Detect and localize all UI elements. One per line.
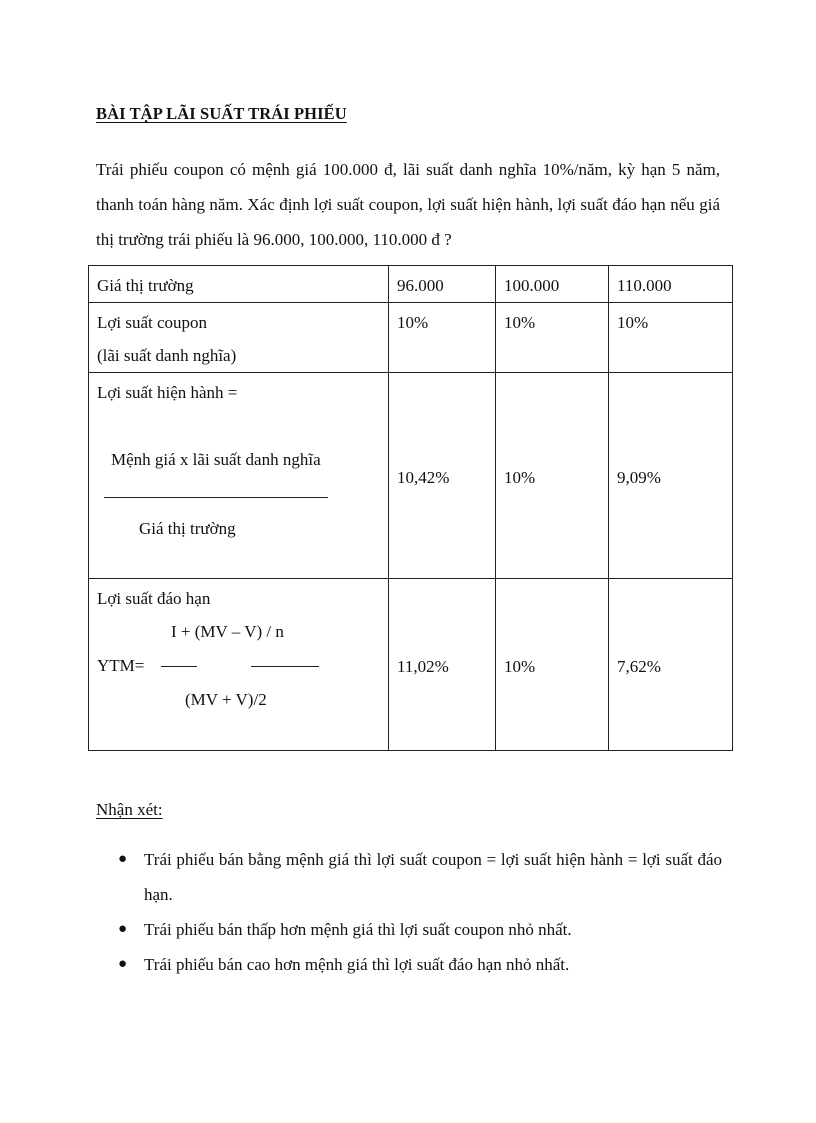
current-yield-label: Lợi suất hiện hành = — [97, 383, 238, 402]
ytm-label: Lợi suất đáo hạn — [97, 589, 211, 608]
ytm-fraction-bar-left — [161, 666, 197, 667]
current-yield-fraction-bar — [104, 497, 328, 498]
ytm-fraction-bar-right — [251, 666, 319, 667]
ytm-denominator: (MV + V)/2 — [185, 690, 267, 709]
coupon-yield-sublabel: (lãi suất danh nghĩa) — [97, 346, 237, 365]
coupon-yield-label: Lợi suất coupon — [97, 313, 208, 332]
table-row-market-price — [89, 266, 733, 303]
remark-text-3: Trái phiếu bán cao hơn mệnh giá thì lợi suất đáo hạn nhỏ nhất. — [144, 955, 570, 974]
ytm-prefix: YTM= — [97, 656, 145, 675]
table-row-coupon-yield — [89, 303, 733, 373]
ytm-value-3: 7,62% — [609, 579, 733, 751]
page-title: BÀI TẬP LÃI SUẤT TRÁI PHIẾU — [96, 104, 347, 123]
row-label-coupon-yield — [89, 303, 389, 373]
current-yield-value-2: 10% — [496, 373, 609, 579]
list-item — [96, 842, 722, 912]
current-yield-denominator: Giá thị trường — [139, 519, 236, 538]
bullet-icon: ● — [118, 921, 128, 937]
row-label-current-yield — [89, 373, 389, 579]
current-yield-numerator: Mệnh giá x lãi suất danh nghĩa — [111, 450, 321, 469]
list-item — [96, 947, 722, 982]
list-item — [96, 912, 722, 947]
row-label-market-price: Giá thị trường — [89, 266, 389, 303]
remark-text-2: Trái phiếu bán thấp hơn mệnh giá thì lợi suất coupon nhỏ nhất. — [144, 920, 572, 939]
coupon-value-1: 10% — [389, 303, 496, 373]
ytm-numerator: I + (MV – V) / n — [171, 622, 284, 641]
ytm-value-2: 10% — [496, 579, 609, 751]
coupon-value-3: 10% — [609, 303, 733, 373]
current-yield-value-1: 10,42% — [389, 373, 496, 579]
bond-yield-table — [88, 265, 733, 751]
price-cell-3: 110.000 — [609, 266, 733, 303]
price-cell-2: 100.000 — [496, 266, 609, 303]
remark-text-1: Trái phiếu bán bằng mệnh giá thì lợi suất coupon = lợi suất hiện hành = lợi suất đáo hạn. — [144, 850, 722, 904]
row-label-ytm — [89, 579, 389, 751]
price-cell-1: 96.000 — [389, 266, 496, 303]
ytm-value-1: 11,02% — [389, 579, 496, 751]
table-row-ytm — [89, 579, 733, 751]
remarks-list — [96, 842, 722, 982]
coupon-value-2: 10% — [496, 303, 609, 373]
intro-paragraph: Trái phiếu coupon có mệnh giá 100.000 đ, lãi suất danh nghĩa 10%/năm, kỳ hạn 5 năm, thanh toán hàng năm. Xác định lợi suất coupon, lợi suất hiện hành, lợi suất đáo hạn nếu giá thị trường trái phiếu là 96.000, 100.000, 110.000 đ ? — [96, 160, 720, 249]
remarks-heading: Nhận xét: — [96, 800, 163, 819]
bullet-icon: ● — [118, 851, 128, 867]
table-row-current-yield — [89, 373, 733, 579]
current-yield-value-3: 9,09% — [609, 373, 733, 579]
bullet-icon: ● — [118, 956, 128, 972]
